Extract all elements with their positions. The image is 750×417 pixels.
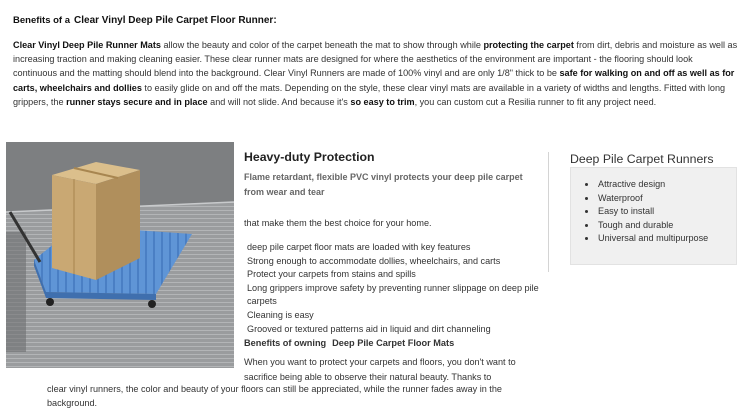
sidebar-box bbox=[570, 167, 737, 265]
sidebar-item: • Tough and durable bbox=[597, 219, 736, 233]
owning-heading bbox=[244, 338, 454, 348]
intro-bold-3: safe for walking on and off as well as for carts, wheelchairs and dollies bbox=[13, 68, 735, 93]
features-subheading: Flame retardant, flexible PVC vinyl protects your deep pile carpet from wear and tear bbox=[244, 172, 523, 197]
features-list bbox=[244, 241, 547, 336]
sidebar-list bbox=[571, 168, 736, 246]
sidebar-item: • Universal and multipurpose bbox=[597, 232, 736, 246]
list-item: Protect your carpets from stains and spills bbox=[247, 269, 416, 280]
intro-bold-1: Clear Vinyl Deep Pile Runner Mats bbox=[13, 40, 161, 50]
list-item: Grooved or textured patterns aid in liquid and dirt channeling bbox=[247, 323, 491, 334]
list-item: Cleaning is easy bbox=[247, 309, 314, 320]
owning-label: Benefits of owning bbox=[244, 338, 327, 348]
carpet-cart-illustration bbox=[6, 142, 234, 368]
intro-text-1: allow the beauty and color of the carpet beneath the mat to show through while bbox=[160, 40, 484, 50]
section-title bbox=[13, 15, 277, 26]
intro-text-2: from dirt, debris and moisture as well as increasing traction and making cleaning easier. These clear runner mats are designed for where the aesthetics of the environment are important - the flooring should look continuous and the matting should blend into the background. Clear Vinyl Runners are made of 100% vinyl and are only 1/8" thick to be bbox=[13, 40, 738, 79]
intro-paragraph bbox=[13, 38, 739, 109]
intro-text-5: , you can custom cut a Resilia runner to fit any project need. bbox=[414, 96, 657, 107]
owning-paragraph-top: When you want to protect your carpets and floors, you don't want to sacrifice being able to observe their natural beauty. Thanks to bbox=[244, 357, 516, 382]
intro-bold-5: so easy to trim bbox=[350, 96, 415, 107]
owning-paragraph-bottom: clear vinyl runners, the color and beauty of your floors can still be appreciated, while the runner fades away in the background. bbox=[47, 384, 502, 408]
intro-text-3: to easily glide on and off the mats. Depending on the style, these clear vinyl mats are available in a variety of widths and lengths. Fitted with long grippers, the bbox=[13, 82, 726, 107]
intro-text-4: and will not slide. And because it's bbox=[207, 96, 351, 107]
sidebar-item: • Waterproof bbox=[597, 192, 736, 206]
title-prefix: Benefits of a bbox=[13, 15, 71, 26]
sidebar-title: Deep Pile Carpet Runners bbox=[570, 152, 714, 166]
sidebar-item: • Easy to install bbox=[597, 205, 736, 219]
features-lead: that make them the best choice for your home. bbox=[244, 218, 432, 228]
features-block bbox=[244, 150, 544, 200]
intro-bold-4: runner stays secure and in place bbox=[66, 96, 208, 107]
sidebar-item: • Attractive design bbox=[597, 178, 736, 192]
list-item: Strong enough to accommodate dollies, wheelchairs, and carts bbox=[247, 255, 501, 266]
owning-product: Deep Pile Carpet Floor Mats bbox=[332, 338, 455, 348]
product-photo bbox=[6, 142, 234, 368]
intro-bold-2: protecting the carpet bbox=[483, 40, 574, 50]
list-item: deep pile carpet floor mats are loaded with key features bbox=[247, 242, 471, 252]
sidebar-panel bbox=[548, 152, 749, 272]
title-product: Clear Vinyl Deep Pile Carpet Floor Runner: bbox=[74, 15, 277, 26]
list-item: Long grippers improve safety by preventing runner slippage on deep pile carpets bbox=[247, 282, 539, 307]
features-heading: Heavy-duty Protection bbox=[244, 150, 375, 164]
